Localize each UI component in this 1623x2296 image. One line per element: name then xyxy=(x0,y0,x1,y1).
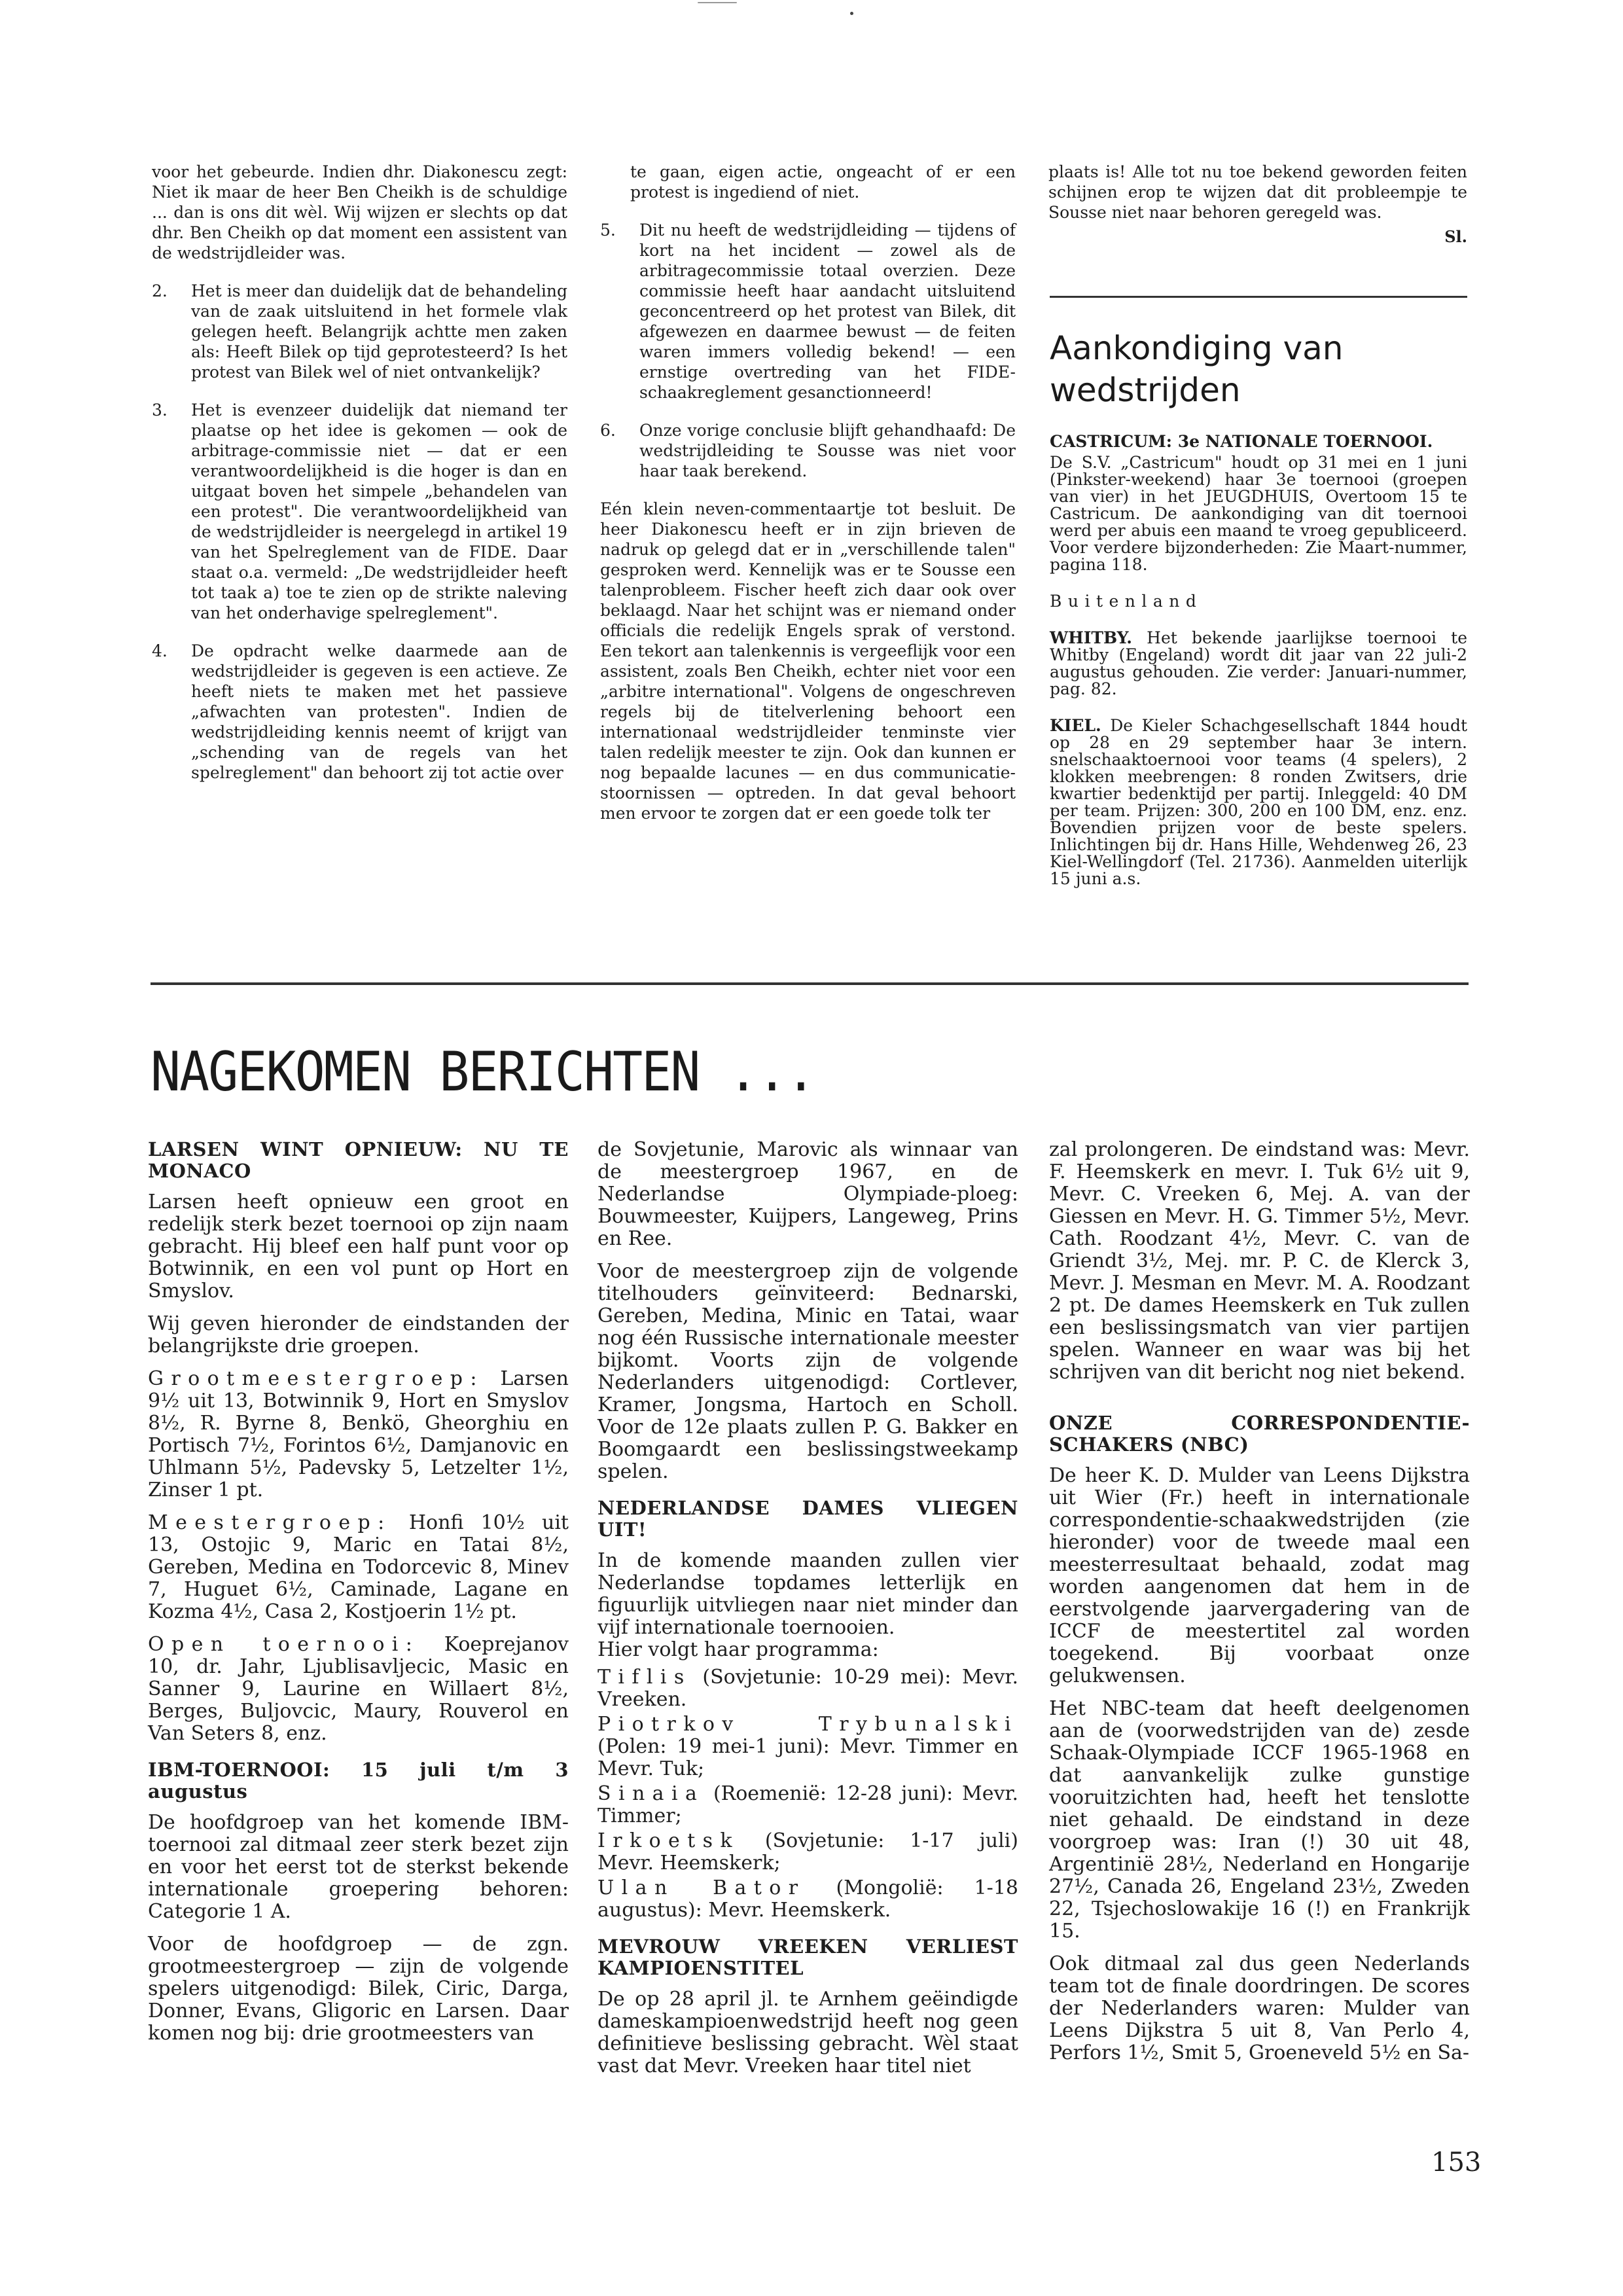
lower-column-2 xyxy=(597,1139,1018,2088)
upper-col1-intro: voor het gebeurde. Indien dhr. Diakonescu zegt: Niet ik maar de heer Ben Cheikh is de schuldige ... dan is ons dit wèl. Wij wijzen er slechts op dat dhr. Ben Cheikh op dat moment een assistent van de wedstrijdleider was. xyxy=(152,162,567,262)
upper-item-4: 4. De opdracht welke daarmede aan de wedstrijdleider is gegeven is een actieve. Ze heeft niets te maken met het passieve „afwachten van protesten". Indien de wedstrijdleiding kennis neemt of krijgt van „schending van de regels van het spelreglement" dan behoort zij tot actie over xyxy=(152,641,567,782)
scan-speck xyxy=(698,2,737,3)
section-divider xyxy=(151,982,1469,985)
vreeken-paragraph-1: De op 28 april jl. te Arnhem geëindigde dameskampioenwedstrijd heeft nog geen definitieve beslissing gebracht. Wèl staat vast dat Mevr. Vreeken haar titel niet xyxy=(597,1988,1018,2077)
program-item: Tiflis (Sovjetunie: 10-29 mei): Mevr. Vreeken. xyxy=(597,1666,1018,1711)
open-tournament-results: Open toernooi: Koeprejanov 10, dr. Jahr, Ljublisavljecic, Masic en Sanner 9, Laurine en Willaert 8½, Berges, Buljovcic, Maury, Rouverol en Van Seters 8, enz. xyxy=(148,1633,569,1745)
program-item: Ulan Bator (Mongolië: 1-18 augustus): Mevr. Heemskerk. xyxy=(597,1876,1018,1922)
nbc-paragraph-3: Ook ditmaal zal dus geen Nederlands team tot de finale doordringen. De scores der Nederlanders waren: Mulder van Leens Dijkstra 5 uit 8, Van Perlo 4, Perfors 1½, Smit 5, Groeneveld 5½ en Sa- xyxy=(1049,1952,1470,2064)
notice-title: Aankondiging van wedstrijden xyxy=(1050,329,1344,409)
abroad-heading: Buitenland xyxy=(1050,592,1203,611)
nbc-paragraph-1: De heer K. D. Mulder van Leens Dijkstra uit Wier (Fr.) heeft in internationale correspondentie-schaakwedstrijden (zie hieronder) voor de tweede maal een meesterresultaat behaald, zodat mag worden aangenomen dat hem in de eerstvolgende jaarvergadering van de ICCF de meestertitel zal worden toegekend. Bij voorbaat onze gelukwensen. xyxy=(1049,1464,1470,1687)
upper-item-5: 5. Dit nu heeft de wedstrijdleiding — tijdens of kort na het incident — zowel als de arbitragecommissie totaal overzien. Deze commissie heeft haar aandacht uitsluitend geconcentreerd op het protest van Bilek, dit afgewezen en daarmee bewust — de feiten waren immers volledig bekend! — een ernstige overtreding van het FIDE-schaakreglement gesanctionneerd! xyxy=(600,221,1016,402)
signature: Sl. xyxy=(1444,227,1467,246)
heading-dames: NEDERLANDSE DAMES VLIEGEN UIT! xyxy=(597,1497,1018,1541)
whitby-notice: WHITBY. Het bekende jaarlijkse toernooi te Whitby (Engeland) wordt dit jaar van 22 juli-2 augustus gehouden. Zie verder: Januari-nummer, pag. 82. xyxy=(1050,628,1467,698)
upper-col2-intro: te gaan, eigen actie, ongeacht of er een protest is ingediend of niet. xyxy=(630,162,1016,202)
heading-vreeken: MEVROUW VREEKEN VERLIEST KAMPIOENSTITEL xyxy=(597,1935,1018,1979)
kiel-heading: KIEL. xyxy=(1050,716,1101,735)
upper-item-6: 6. Onze vorige conclusie blijft gehandhaafd: De wedstrijdleiding te Sousse was niet voor haar taak berekend. xyxy=(600,421,1016,480)
upper-column-3 xyxy=(1048,162,1467,247)
castricum-heading: CASTRICUM: 3e NATIONALE TOERNOOI. xyxy=(1050,432,1433,451)
castricum-notice: CASTRICUM: 3e NATIONALE TOERNOOI. De S.V. „Castricum" houdt op 31 mei en 1 juni (Pinkster-weekend) haar 3e toernooi (groepen van vier) in het JEUGDHUIS, Overtoom 15 te Castricum. De aankondiging van dit toernooi werd per abuis een maand te vroeg gepubliceerd. Voor verdere bijzonderheden: Zie Maart-nummer, pagina 118. xyxy=(1050,432,1467,574)
lower-column-3 xyxy=(1049,1139,1470,2075)
upper-column-2 xyxy=(600,162,1016,841)
nbc-paragraph-2: Het NBC-team dat heeft deelgenomen aan de (voorwedstrijden van de) zesde Schaak-Olympiade ICCF 1965-1968 en dat aanvankelijk zulke gunstige vooruitzichten had, heeft het tenslotte niet gehaald. De eindstand in deze voorgroep was: Iran (!) 30 uit 48, Argentinië 28½, Nederland en Hongarije 27½, Canada 26, Engeland 23½, Zweden 22, Tsjechoslowakije 16 (!) en Frankrijk 15. xyxy=(1049,1697,1470,1943)
notice-box xyxy=(1050,327,1467,907)
upper-col3-continuation: plaats is! Alle tot nu toe bekend geworden feiten schijnen erop te wijzen dat dit probleempje te Sousse niet naar behoren geregeld was. xyxy=(1048,162,1467,222)
kiel-notice: KIEL. De Kieler Schachgesellschaft 1844 houdt op 28 en 29 september haar 3e intern. snelschaaktoernooi voor teams (4 spelers), 2 klokken meebrengen: 8 ronden Zwitsers, drie kwartier bedenktijd per partij. Inleggeld: 40 DM per team. Prijzen: 300, 200 en 100 DM, enz. enz. Bovendien prijzen voor de beste spelers. Inlichtingen bij dr. Hans Hille, Wehdenweg 26, 23 Kiel-Wellingdorf (Tel. 21736). Aanmelden uiterlijk 15 juni a.s. xyxy=(1050,716,1467,888)
larsen-paragraph-2: Wij geven hieronder de eindstanden der belangrijkste drie groepen. xyxy=(148,1312,569,1357)
larsen-paragraph-1: Larsen heeft opnieuw een groot en redelijk sterk bezet toernooi op zijn naam gebracht. Hij bleef een half punt voor op Botwinnik, en een vol punt op Hort en Smyslov. xyxy=(148,1191,569,1302)
program-item: Piotrkov Trybunalski (Polen: 19 mei-1 juni): Mevr. Timmer en Mevr. Tuk; xyxy=(597,1713,1018,1780)
heading-nbc: ONZE CORRESPONDENTIE-SCHAKERS (NBC) xyxy=(1049,1412,1470,1456)
dames-paragraph-1: In de komende maanden zullen vier Nederlandse topdames letterlijk en figuurlijk uitvliegen naar niet minder dan vijf internationale toernooien. xyxy=(597,1549,1018,1639)
ibm-paragraph-3: de Sovjetunie, Marovic als winnaar van de meestergroep 1967, en de Nederlandse Olympiade-ploeg: Bouwmeester, Kuijpers, Langeweg, Prins en Ree. xyxy=(597,1138,1018,1250)
ibm-paragraph-2: Voor de hoofdgroep — de zgn. grootmeestergroep — zijn de volgende spelers uitgenodigd: Bilek, Ciric, Darga, Donner, Evans, Gligoric en Larsen. Daar komen nog bij: drie grootmeesters van xyxy=(148,1933,569,2045)
page-number: 153 xyxy=(1431,2147,1482,2178)
grandmaster-group-results: Grootmeestergroep: Larsen 9½ uit 13, Botwinnik 9, Hort en Smyslov 8½, R. Byrne 8, Benkö, Gheorghiu en Portisch 7½, Forintos 6½, Damjanovic en Uhlmann 5½, Padevsky 5, Letzelter 1½, Zinser 1 pt. xyxy=(148,1367,569,1501)
program-item: Irkoetsk (Sovjetunie: 1-17 juli) Mevr. Heemskerk; xyxy=(597,1829,1018,1874)
heading-ibm: IBM-TOERNOOI: 15 juli t/m 3 augustus xyxy=(148,1759,569,1803)
lower-column-1 xyxy=(148,1139,569,2055)
ibm-paragraph-4: Voor de meestergroep zijn de volgende titelhouders geïnviteerd: Bednarski, Gereben, Medina, Minic en Tatai, waar nog één Russische internationale meester bijkomt. Voorts zijn de volgende Nederlanders uitgenodigd: Cortlever, Kramer, Jongsma, Hartoch en Scholl. Voor de 12e plaats zullen P. G. Bakker en Boomgaardt een beslissingstweekamp spelen. xyxy=(597,1260,1018,1483)
main-title: NAGEKOMEN BERICHTEN ... xyxy=(151,1040,815,1103)
notice-divider xyxy=(1050,296,1467,298)
vreeken-paragraph-2: zal prolongeren. De eindstand was: Mevr. F. Heemskerk en mevr. I. Tuk 6½ uit 9, Mevr. C. Vreeken 6, Mej. A. van der Giessen en Mevr. H. G. Timmer 5½, Mevr. Cath. Roodzant 4½, Mevr. C. van de Griendt 3½, Mej. mr. P. C. de Klerck 3, Mevr. J. Mesman en Mevr. M. A. Roodzant 2 pt. De dames Heemskerk en Tuk zullen een beslissingsmatch van vier partijen spelen. Wanneer en waar was bij het schrijven van dit bericht nog niet bekend. xyxy=(1049,1138,1470,1384)
dames-paragraph-2: Hier volgt haar programma: xyxy=(597,1638,879,1661)
scan-speck xyxy=(850,12,853,15)
ibm-paragraph-1: De hoofdgroep van het komende IBM-toernooi zal ditmaal zeer sterk bezet zijn en voor het eerst tot de sterkst bekende internationale groepering behoren: Categorie 1 A. xyxy=(148,1811,569,1923)
heading-larsen: LARSEN WINT OPNIEUW: NU TE MONACO xyxy=(148,1138,569,1182)
whitby-heading: WHITBY. xyxy=(1050,628,1133,647)
upper-column-1 xyxy=(152,162,567,800)
upper-item-2: 2. Het is meer dan duidelijk dat de behandeling van de zaak uitsluitend in het formele vlak gelegen heeft. Belangrijk achtte men zaken als: Heeft Bilek op tijd geprotesteerd? Is het protest van Bilek wel of niet ontvankelijk? xyxy=(152,281,567,382)
upper-item-3: 3. Het is evenzeer duidelijk dat niemand ter plaatse op het idee is gekomen — ook de arbitrage-commissie niet — dat er een verantwoordelijkheid is die hoger is dan en uitgaat boven het simpele „behandelen van een protest". Die verantwoordelijkheid van de wedstrijdleider is neergelegd in artikel 19 van het Spelreglement van de FIDE. Daar staat o.a. vermeld: „De wedstrijdleider heeft tot taak a) toe te zien op de strikte naleving van het onderhavige spelreglement". xyxy=(152,401,567,622)
master-group-results: Meestergroep: Honfi 10½ uit 13, Ostojic 9, Maric en Tatai 8½, Gereben, Medina en Todorcevic 8, Minev 7, Huguet 6½, Caminade, Lagane en Kozma 4½, Casa 2, Kostjoerin 1½ pt. xyxy=(148,1511,569,1623)
upper-col2-outro: Eén klein neven-commentaartje tot besluit. De heer Diakonescu heeft er in zijn brieven de nadruk op gelegd dat er in „verschillende talen" gesproken werd. Kennelijk was er te Sousse een talenprobleem. Fischer heeft zich daar ook over beklaagd. Naar het schijnt was er niemand onder officials die redelijk Engels sprak of verstond. Een tekort aan talenkennis is vergeeflijk voor een assistent, zoals Ben Cheikh, echter niet voor een „arbitre international". Volgens de ongeschreven regels bij de titelverlening behoort een internationaal wedstrijdleider tenminste vier talen redelijk meester te zijn. Ook dan kunnen er nog bepaalde lacunes — en dus communicatie-stoornissen — optreden. In dat geval behoort men ervoor te zorgen dat er een goede tolk ter xyxy=(600,499,1016,823)
program-item: Sinaia (Roemenië: 12-28 juni): Mevr. Timmer; xyxy=(597,1782,1018,1827)
